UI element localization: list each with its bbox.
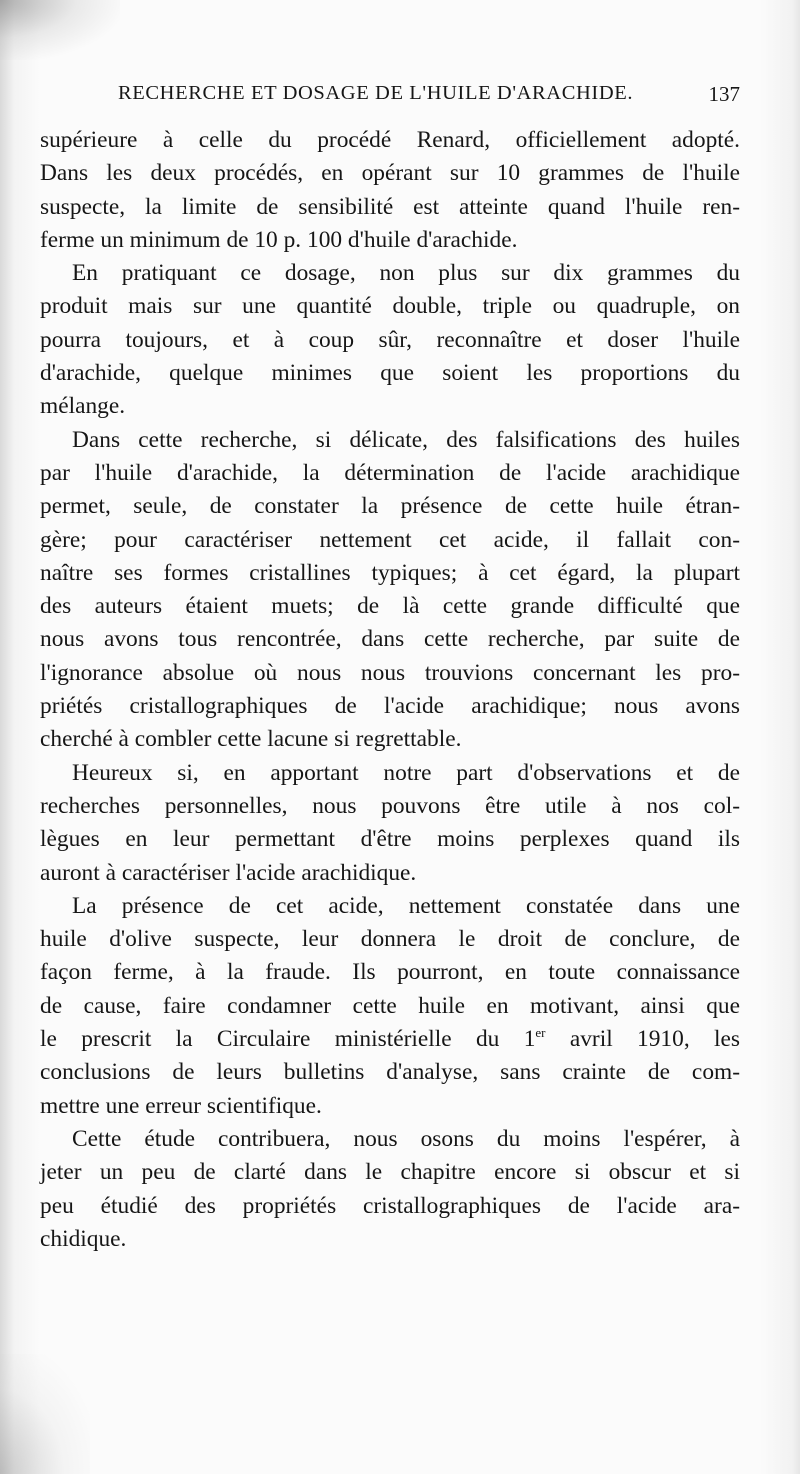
text-line: auront à caractériser l'acide arachidique.: [40, 859, 417, 886]
scan-shadow-top: [0, 0, 120, 60]
text-line: lègues en leur permettant d'être moins perplexes quand ils: [40, 826, 740, 853]
text-line: Cette étude contribuera, nous osons du moins l'espérer, à: [72, 1125, 740, 1152]
scan-shadow-bottom: [0, 1354, 90, 1474]
text-line: nous avons tous rencontrée, dans cette recherche, par suite de: [40, 626, 740, 653]
text-line: Dans cette recherche, si délicate, des falsifications des huiles: [72, 426, 740, 453]
text-line: En pratiquant ce dosage, non plus sur dix grammes du: [72, 260, 740, 287]
text-line: mettre une erreur scientifique.: [40, 1092, 322, 1119]
text-line: d'arachide, quelque minimes que soient les proportions du: [40, 360, 740, 387]
text-line: La présence de cet acide, nettement constatée dans une: [72, 892, 740, 919]
text-line: le prescrit la Circulaire ministérielle du 1er avril 1910, les: [40, 1025, 740, 1053]
text-line: façon ferme, à la fraude. Ils pourront, en toute connaissance: [40, 959, 740, 986]
text-line: chidique.: [40, 1225, 127, 1252]
text-line: permet, seule, de constater la présence de cette huile étran-: [40, 493, 740, 520]
text-line: priétés cristallographiques de l'acide arachidique; nous avons: [40, 693, 740, 720]
text-line: des auteurs étaient muets; de là cette grande difficulté que: [40, 593, 740, 620]
text-line: par l'huile d'arachide, la détermination de l'acide arachidique: [40, 459, 740, 486]
page-number: 137: [708, 82, 740, 106]
running-head: [118, 82, 740, 112]
text-line: peu étudié des propriétés cristallographiques de l'acide ara-: [40, 1192, 740, 1219]
text-line: jeter un peu de clarté dans le chapitre encore si obscur et si: [40, 1159, 740, 1186]
text-line: de cause, faire condamner cette huile en motivant, ainsi que: [40, 992, 740, 1019]
text-line: conclusions de leurs bulletins d'analyse, sans crainte de com-: [40, 1059, 740, 1086]
running-title: RECHERCHE ET DOSAGE DE L'HUILE D'ARACHIDE.: [118, 82, 634, 104]
body-text: [40, 124, 740, 1256]
text-line: naître ses formes cristallines typiques; à cet égard, la plupart: [40, 559, 740, 586]
text-line: l'ignorance absolue où nous nous trouvions concernant les pro-: [40, 659, 740, 686]
text-line: suspecte, la limite de sensibilité est atteinte quand l'huile ren-: [40, 193, 740, 220]
text-line: gère; pour caractériser nettement cet acide, il fallait con-: [40, 526, 740, 553]
text-line: produit mais sur une quantité double, triple ou quadruple, on: [40, 293, 740, 320]
text-line: pourra toujours, et à coup sûr, reconnaître et doser l'huile: [40, 326, 740, 353]
text-line: cherché à combler cette lacune si regrettable.: [40, 726, 462, 753]
text-line: mélange.: [40, 393, 126, 420]
text-line: Dans les deux procédés, en opérant sur 10 grammes de l'huile: [40, 160, 740, 187]
text-line: Heureux si, en apportant notre part d'observations et de: [72, 759, 740, 786]
text-line: supérieure à celle du procédé Renard, officiellement adopté.: [40, 127, 740, 153]
text-line: recherches personnelles, nous pouvons être utile à nos col-: [40, 792, 740, 819]
text-line: huile d'olive suspecte, leur donnera le droit de conclure, de: [40, 926, 740, 953]
text-line: ferme un minimum de 10 p. 100 d'huile d'arachide.: [40, 226, 518, 253]
